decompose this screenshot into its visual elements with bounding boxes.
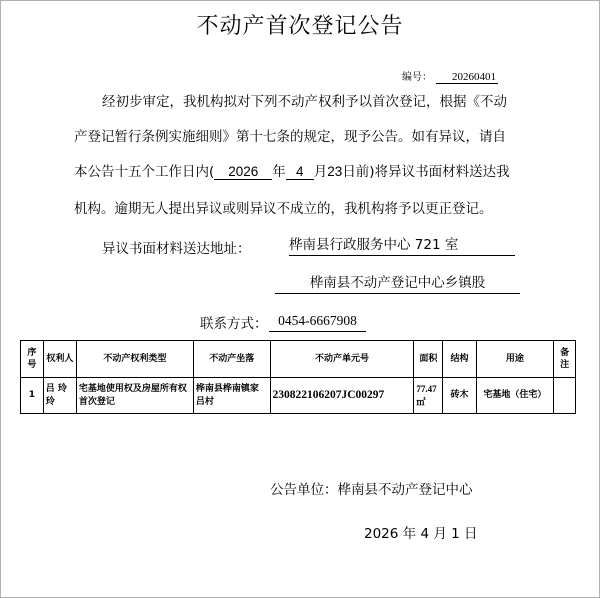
row-location: 桦南县桦南镇家吕村 (193, 378, 270, 414)
table-header: 结构 (443, 341, 476, 378)
row-right-type: 宅基地使用权及房屋所有权首次登记 (76, 378, 193, 414)
serial-number (402, 68, 498, 84)
deadline-year-unit: 年 (272, 164, 286, 180)
table-header-row (21, 341, 576, 378)
address-line-1: 桦南县行政服务中心 721 室 (289, 235, 515, 256)
address-label: 异议书面材料送达地址： (102, 241, 251, 257)
body-line-3 (74, 160, 510, 180)
deadline-day: 23 (327, 164, 343, 179)
row-area: 77.47 ㎡ (414, 378, 443, 414)
issue-date: 2026 年 4 月 1 日 (364, 526, 478, 542)
address-line-2: 桦南县不动产登记中心乡镇股 (275, 273, 520, 294)
deadline-month: 4 (286, 164, 314, 180)
registration-table (20, 340, 576, 414)
table-header: 序号 (21, 341, 44, 378)
row-structure: 砖木 (443, 378, 476, 414)
issuing-unit-label: 公告单位： (270, 482, 338, 498)
body-line-3-prefix: 本公告十五个工作日内( (74, 164, 215, 180)
serial-value: 20260401 (436, 71, 498, 84)
table-header: 不动产单元号 (270, 341, 414, 378)
contact-label: 联系方式： (200, 316, 268, 332)
body-line-3-suffix: 日前)将异议书面材料送达我 (342, 164, 510, 180)
deadline-year: 2026 (214, 164, 272, 180)
body-line-1: 经初步审定，我机构拟对下列不动产权利予以首次登记，根据《不动 (102, 94, 507, 110)
serial-label: 编号： (402, 72, 432, 83)
table-header: 不动产坐落 (193, 341, 270, 378)
issuing-unit-name: 桦南县不动产登记中心 (337, 482, 473, 498)
table-header: 不动产权利类型 (76, 341, 193, 378)
body-line-4: 机构。逾期无人提出异议或则异议不成立的，我机构将予以更正登记。 (74, 201, 493, 217)
row-owner: 吕 玲 玲 (43, 378, 76, 414)
table-row (21, 378, 576, 414)
row-remark (554, 378, 576, 414)
row-usage: 宅基地（住宅） (476, 378, 554, 414)
issuing-unit (270, 478, 473, 498)
row-no: 1 (21, 378, 44, 414)
table-header: 权利人 (43, 341, 76, 378)
body-line-2: 产登记暂行条例实施细则》第十七条的规定，现予公告。如有异议，请自 (74, 129, 506, 145)
contact-phone: 0454-6667908 (269, 311, 366, 332)
table-header: 用途 (476, 341, 554, 378)
page-title: 不动产首次登记公告 (196, 14, 404, 39)
row-unit-no: 230822106207JC00297 (270, 378, 414, 414)
table-header: 备注 (554, 341, 576, 378)
table-header: 面积 (414, 341, 443, 378)
deadline-month-unit: 月 (313, 164, 328, 180)
